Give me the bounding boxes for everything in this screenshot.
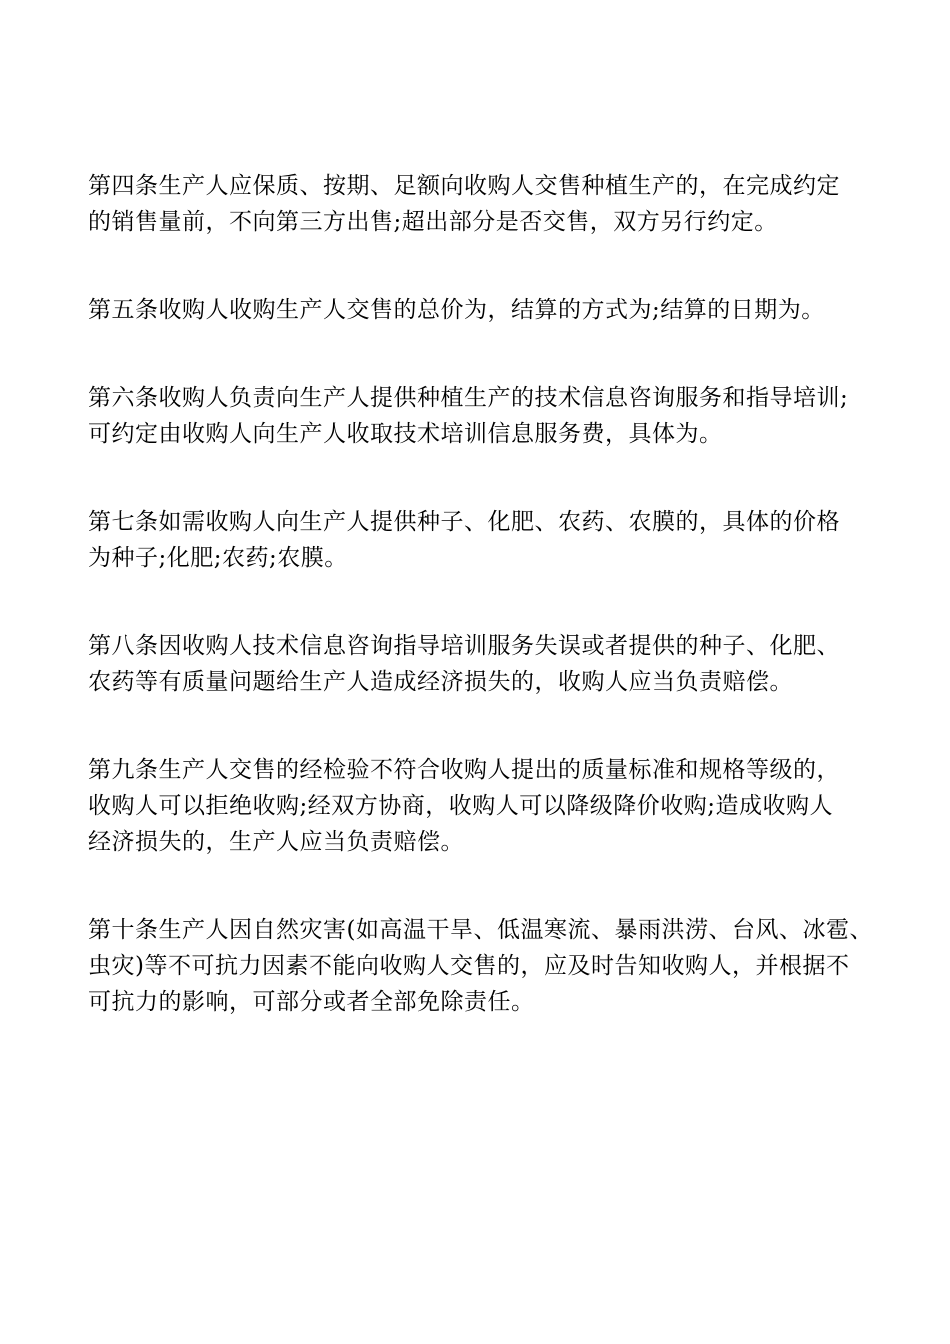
clause-line: 收购人可以拒绝收购;经双方协商，收购人可以降级降价收购;造成收购人 <box>88 793 833 819</box>
clause-article-6 <box>88 380 888 452</box>
clause-line: 农药等有质量问题给生产人造成经济损失的，收购人应当负责赔偿。 <box>88 669 793 695</box>
clause-line: 可抗力的影响，可部分或者全部免除责任。 <box>88 989 535 1015</box>
clause-line: 第四条生产人应保质、按期、足额向收购人交售种植生产的，在完成约定 <box>88 173 840 199</box>
clause-article-5 <box>88 292 888 328</box>
document-body <box>88 168 888 1072</box>
clause-line: 经济损失的，生产人应当负责赔偿。 <box>88 829 464 855</box>
clause-article-10 <box>88 912 888 1020</box>
clause-line: 为种子;化肥;农药;农膜。 <box>88 545 348 571</box>
clause-line: 第七条如需收购人向生产人提供种子、化肥、农药、农膜的，具体的价格 <box>88 509 840 535</box>
clause-line: 第八条因收购人技术信息咨询指导培训服务失误或者提供的种子、化肥、 <box>88 633 840 659</box>
clause-article-4 <box>88 168 888 240</box>
clause-line: 第十条生产人因自然灾害(如高温干旱、低温寒流、暴雨洪涝、台风、冰雹、 <box>88 917 873 943</box>
clause-line: 第六条收购人负责向生产人提供种植生产的技术信息咨询服务和指导培训; <box>88 385 849 411</box>
clause-article-7 <box>88 504 888 576</box>
clause-line: 第九条生产人交售的经检验不符合收购人提出的质量标准和规格等级的， <box>88 757 840 783</box>
clause-line: 虫灾)等不可抗力因素不能向收购人交售的，应及时告知收购人，并根据不 <box>88 953 850 979</box>
clause-line: 第五条收购人收购生产人交售的总价为，结算的方式为;结算的日期为。 <box>88 297 825 323</box>
clause-article-9 <box>88 752 888 860</box>
clause-article-8 <box>88 628 888 700</box>
clause-line: 可约定由收购人向生产人收取技术培训信息服务费，具体为。 <box>88 421 723 447</box>
clause-line: 的销售量前，不向第三方出售;超出部分是否交售，双方另行约定。 <box>88 209 778 235</box>
